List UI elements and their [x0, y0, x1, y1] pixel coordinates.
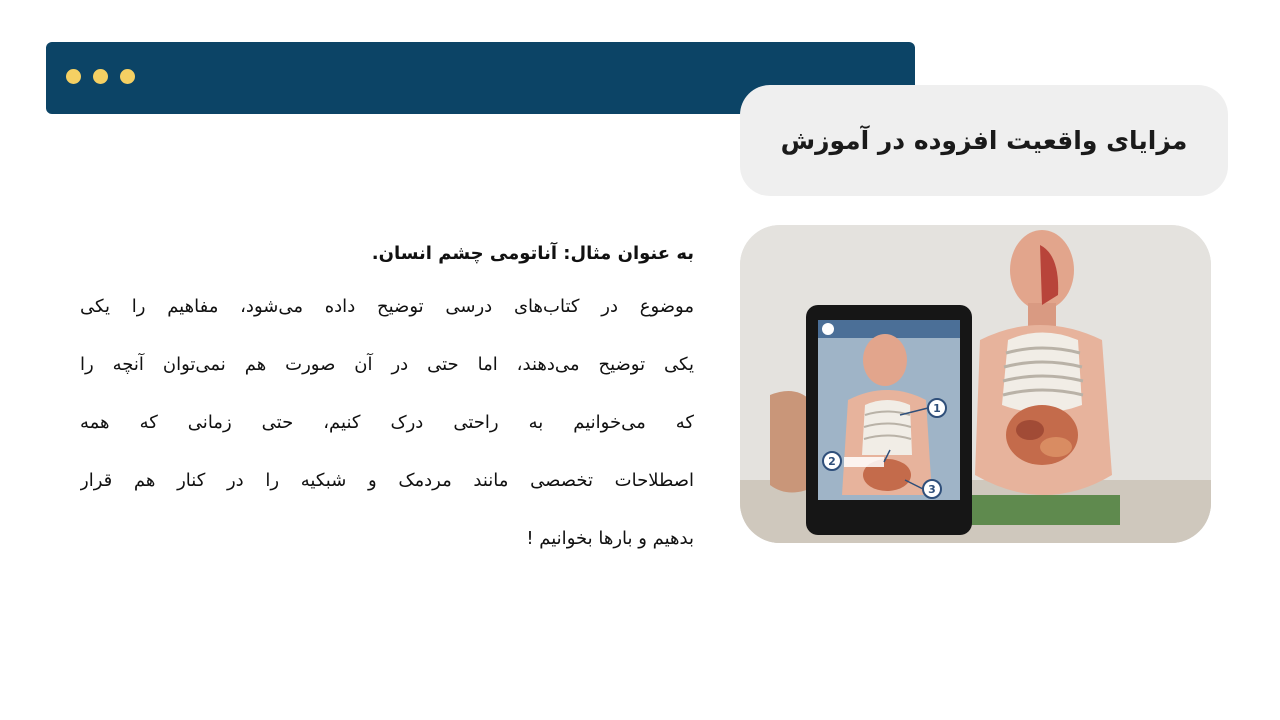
window-dot-3 [120, 69, 135, 84]
paragraph-line-4: اصطلاحات تخصصی مانند مردمک و شبکیه را در کنار هم قرار [80, 470, 694, 491]
ar-label-3: 3 [928, 483, 936, 496]
paragraph-line-2: یکی توضیح می‌دهند، اما حتی در آن صورت هم نمی‌توان آنچه را [80, 354, 694, 375]
paragraph-line-5: بدهیم و بارها بخوانیم ! [526, 528, 694, 549]
body-text [80, 230, 694, 568]
paragraph-line-3: که می‌خوانیم به راحتی درک کنیم، حتی زمانی که همه [80, 412, 694, 433]
ar-anatomy-photo [740, 225, 1211, 543]
ar-label-1: 1 [933, 402, 941, 415]
title-card [740, 85, 1228, 196]
window-dot-2 [93, 69, 108, 84]
paragraph-line-1: موضوع در کتاب‌های درسی توضیح داده می‌شود، مفاهیم را یکی [80, 296, 694, 317]
tablet-device [806, 305, 972, 535]
ar-label-2: 2 [828, 455, 836, 468]
slide-title: مزایای واقعیت افزوده در آموزش [780, 126, 1188, 155]
window-dot-1 [66, 69, 81, 84]
example-subtitle: به عنوان مثال: آناتومی چشم انسان. [371, 243, 694, 264]
